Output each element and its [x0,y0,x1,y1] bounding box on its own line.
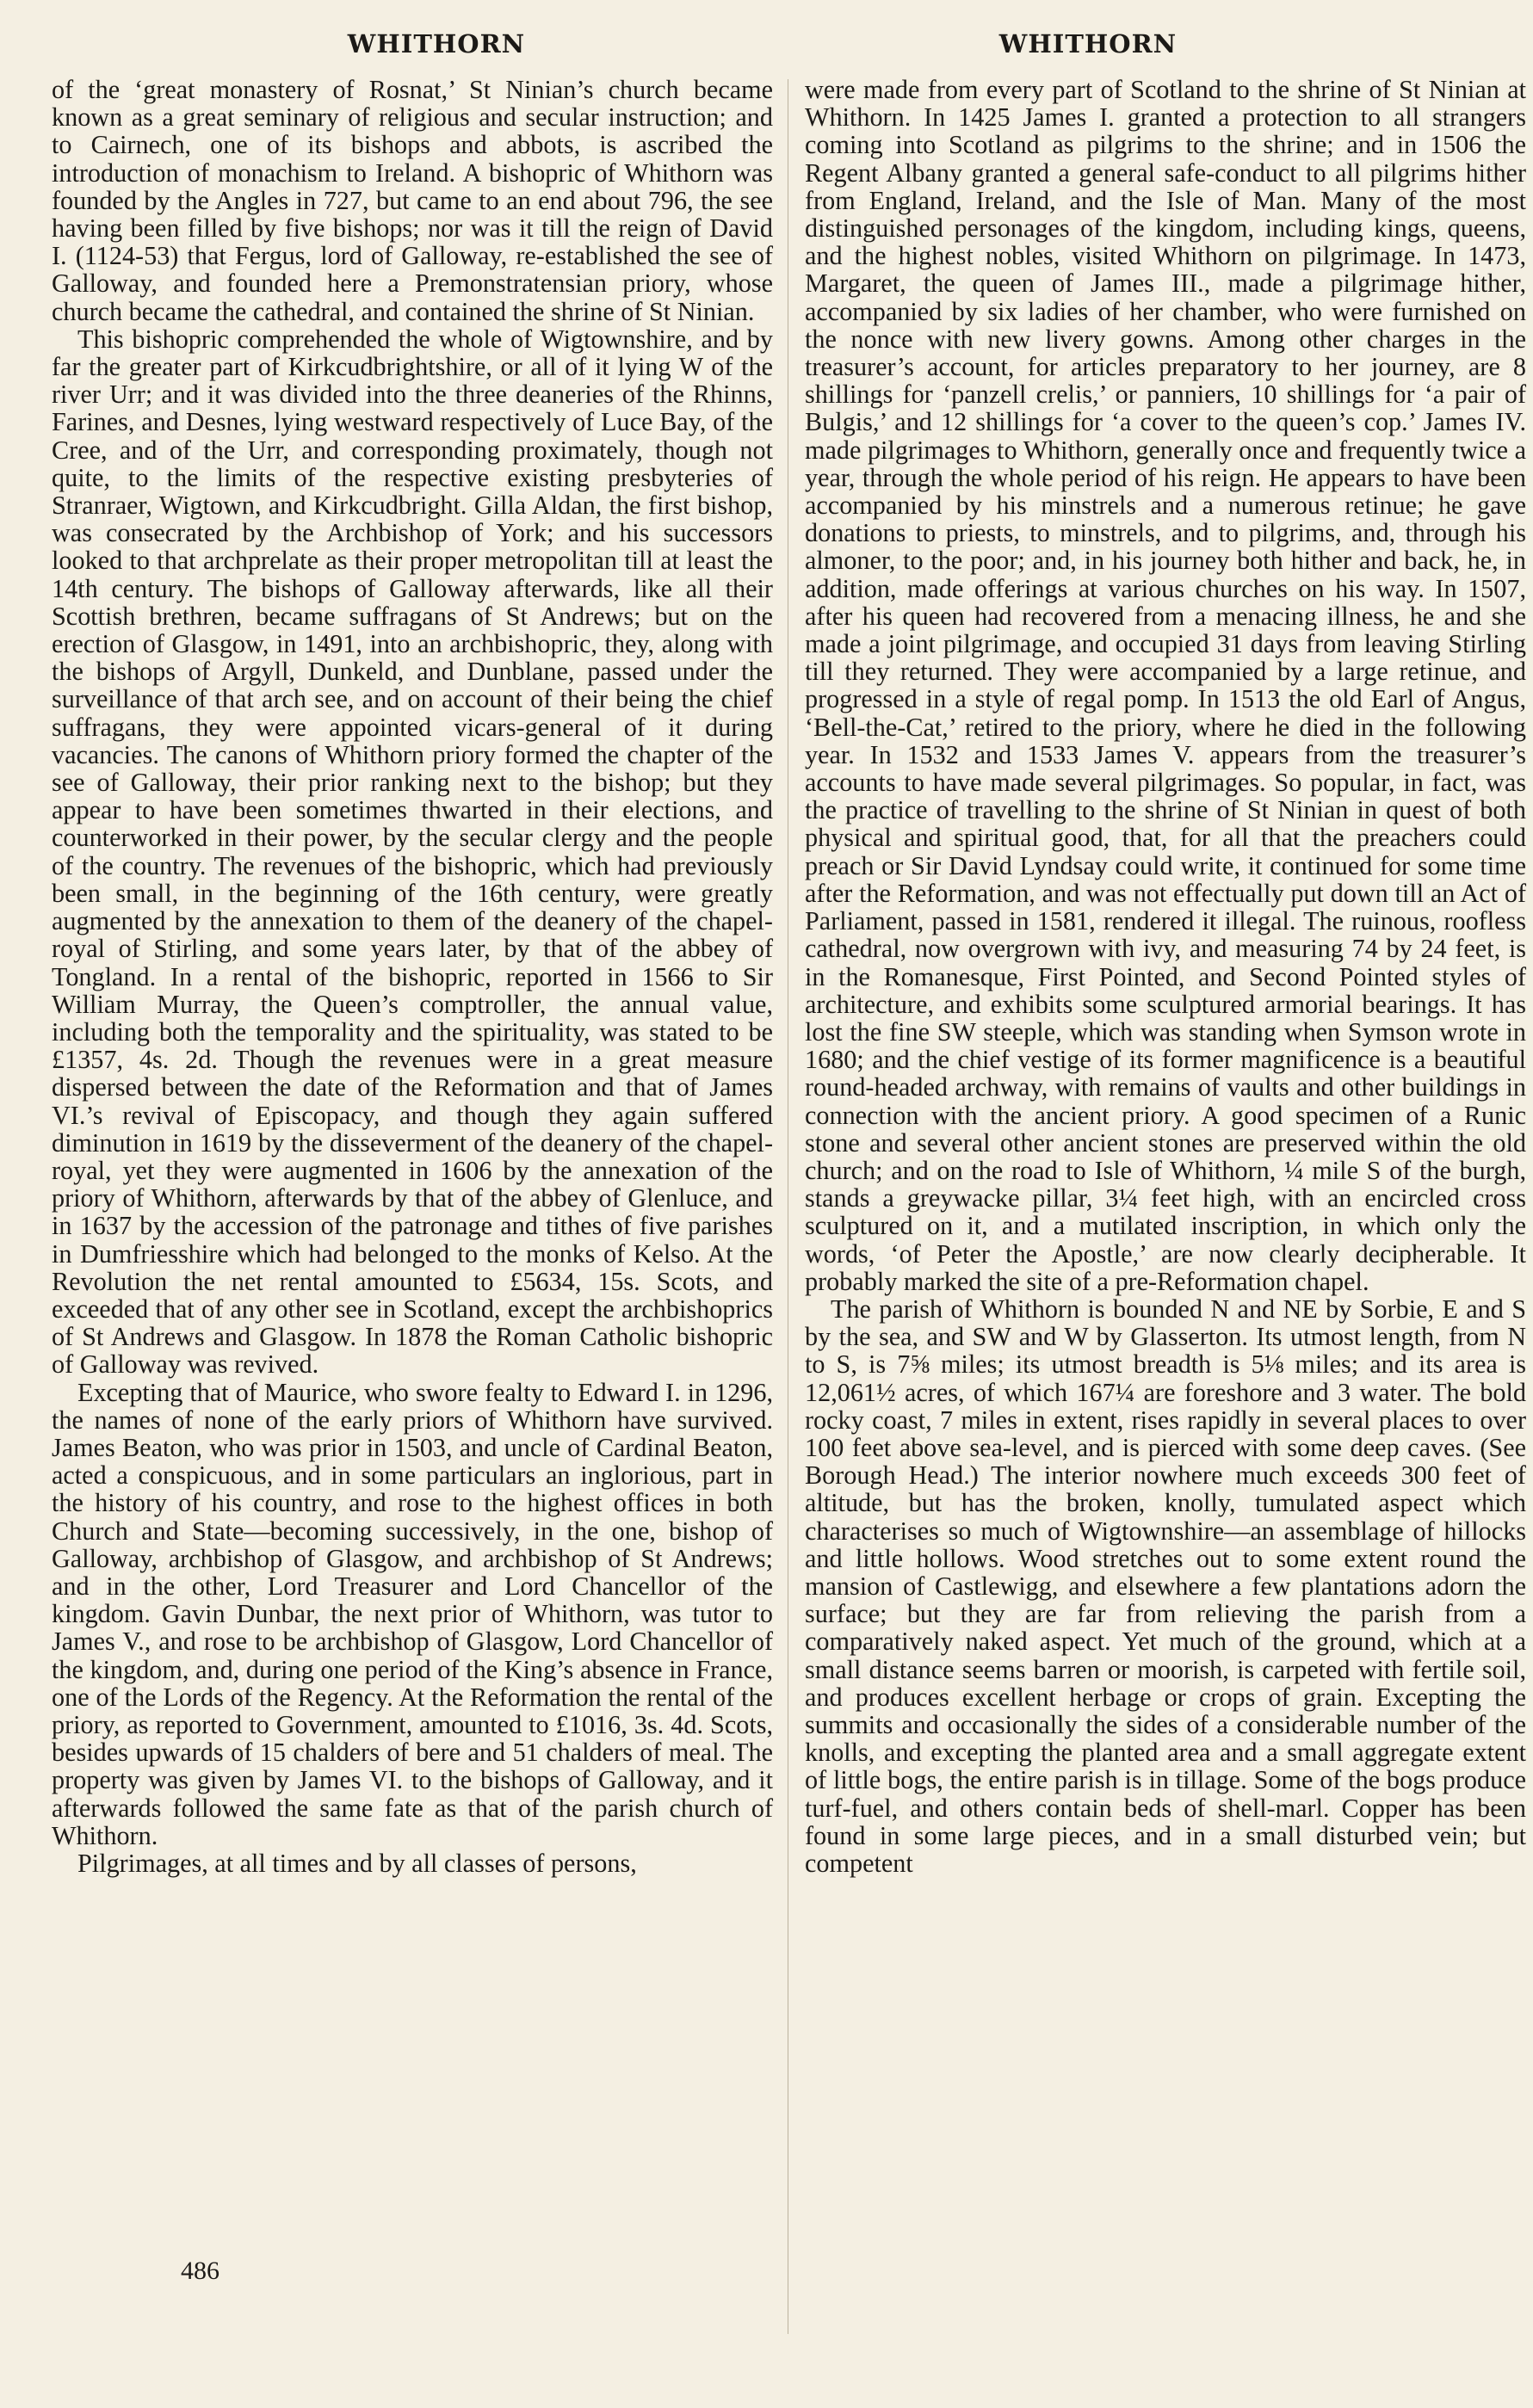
running-head-left: WHITHORN [347,29,526,59]
right-column [805,76,1526,1877]
left-paragraph-2: This bishopric comprehended the whole of Wigtownshire, and by far the greater part of Kirkcudbrightshire, or all of it lying W of the river Urr; and it was divided into the three deaneries of the Rhinns, Farines, and Desnes, lying westward respectively of Luce Bay, of the Cree, and of the Urr, and corresponding proximately, though not quite, to the limits of the respective existing presbyteries of Stranraer, Wigtown, and Kirkcudbright. Gilla Aldan, the first bishop, was consecrated by the Archbishop of York; and his successors looked to that archprelate as their proper metropolitan till at least the 14th century. The bishops of Galloway afterwards, like all their Scottish brethren, became suffragans of St Andrews; but on the erection of Glasgow, in 1491, into an archbishopric, they, along with the bishops of Argyll, Dunkeld, and Dunblane, passed under the surveillance of that arch see, and on account of their being the chief suffragans, they were appointed vicars-general of it during vacancies. The canons of Whithorn priory formed the chapter of the see of Galloway, their prior ranking next to the bishop; but they appear to have been sometimes thwarted in their elections, and counterworked in their power, by the secular clergy and the people of the country. The revenues of the bishopric, which had previously been small, in the beginning of the 16th century, were greatly augmented by the annexation to them of the deanery of the chapel-royal of Stirling, and some years later, by that of the abbey of Tongland. In a rental of the bishopric, reported in 1566 to Sir William Murray, the Queen’s comptroller, the annual value, including both the temporality and the spirituality, was stated to be £1357, 4s. 2d. Though the revenues were in a great measure dispersed between the date of the Reformation and that of James VI.’s revival of Episcopacy, and though they again suffered diminution in 1619 by the disseverment of the deanery of the chapel-royal, yet they were augmented in 1606 by the annexation of the priory of Whithorn, afterwards by that of the abbey of Glenluce, and in 1637 by the accession of the patronage and tithes of five parishes in Dumfriesshire which had belonged to the monks of Kelso. At the Revolution the net rental amounted to £5634, 15s. Scots, and exceeded that of any other see in Scotland, except the archbishoprics of St Andrews and Glasgow. In 1878 the Roman Catholic bishopric of Galloway was revived. [52,324,773,1380]
left-paragraph-3: Excepting that of Maurice, who swore fealty to Edward I. in 1296, the names of none of the early priors of Whithorn have survived. James Beaton, who was prior in 1503, and uncle of Cardinal Beaton, acted a conspicuous, and in some particulars an inglorious, part in the history of his country, and rose to the highest offices in both Church and State—becoming successively, in the one, bishop of Galloway, archbishop of Glasgow, and archbishop of St Andrews; and in the other, Lord Treasurer and Lord Chancellor of the kingdom. Gavin Dunbar, the next prior of Whithorn, was tutor to James V., and rose to be archbishop of Glasgow, Lord Chancellor of the kingdom, and, during one period of the King’s absence in France, one of the Lords of the Regency. At the Reformation the rental of the priory, as reported to Government, amounted to £1016, 3s. 4d. Scots, besides upwards of 15 chalders of bere and 51 chalders of meal. The property was given by James VI. to the bishops of Galloway, and it afterwards followed the same fate as that of the parish church of Whithorn. [52,1377,773,1850]
page-number: 486 [181,2257,219,2285]
right-paragraph-2: The parish of Whithorn is bounded N and NE by Sorbie, E and S by the sea, and SW and W by Glasserton. Its utmost length, from N to S, is 7⅝ miles; its utmost breadth is 5⅛ miles; and its area is 12,061½ acres, of which 167¼ are foreshore and 3 water. The bold rocky coast, 7 miles in extent, rises rapidly in several places to over 100 feet above sea-level, and is pierced with some deep caves. (See Borough Head.) The interior nowhere much exceeds 300 feet of altitude, but has the broken, knolly, tumulated aspect which characterises so much of Wigtownshire—an assemblage of hillocks and little hollows. Wood stretches out to some extent round the mansion of Castlewigg, and elsewhere a few plantations adorn the surface; but they are far from relieving the parish from a comparatively naked aspect. Yet much of the ground, which at a small distance seems barren or moorish, is carpeted with fertile soil, and produces excellent herbage or crops of grain. Excepting the summits and occasionally the sides of a considerable number of the knolls, and excepting the planted area and a small aggregate extent of little bogs, the entire parish is in tillage. Some of the bogs produce turf-fuel, and others contain beds of shell-marl. Copper has been found in some large pieces, and in a small disturbed vein; but competent [805,1294,1526,1878]
left-paragraph-1: of the ‘great monastery of Rosnat,’ St Ninian’s church became known as a great seminary of religious and secular instruction; and to Cairnech, one of its bishops and abbots, is ascribed the introduction of monachism to Ireland. A bishopric of Whithorn was founded by the Angles in 727, but came to an end about 796, the see having been filled by five bishops; nor was it till the reign of David I. (1124-53) that Fergus, lord of Galloway, re-established the see of Galloway, and founded here a Premonstratensian priory, whose church became the cathedral, and contained the shrine of St Ninian. [52,75,773,326]
left-paragraph-4: Pilgrimages, at all times and by all classes of persons, [77,1849,637,1878]
running-head-right: WHITHORN [998,29,1178,59]
left-column [52,76,773,1877]
right-paragraph-1: were made from every part of Scotland to the shrine of St Ninian at Whithorn. In 1425 James I. granted a protection to all strangers coming into Scotland as pilgrims to the shrine; and in 1506 the Regent Albany granted a general safe-conduct to all pilgrims hither from England, Ireland, and the Isle of Man. Many of the most distinguished personages of the kingdom, including kings, queens, and the highest nobles, visited Whithorn on pilgrimage. In 1473, Margaret, the queen of James III., made a pilgrimage hither, accompanied by six ladies of her chamber, who were furnished on the nonce with new livery gowns. Among other charges in the treasurer’s account, for articles preparatory to her journey, are 8 shillings for ‘panzell crelis,’ or panniers, 10 shillings for ‘a pair of Bulgis,’ and 12 shillings for ‘a cover to the queen’s cop.’ James IV. made pilgrimages to Whithorn, generally once and frequently twice a year, through the whole period of his reign. He appears to have been accompanied by his minstrels and a numerous retinue; he gave donations to priests, to minstrels, and to pilgrims, and, through his almoner, to the poor; and, in his journey both hither and back, he, in addition, made offerings at various churches on his way. In 1507, after his queen had recovered from a menacing illness, he and she made a joint pilgrimage, and occupied 31 days from leaving Stirling till they returned. They were accompanied by a large retinue, and progressed in a style of regal pomp. In 1513 the old Earl of Angus, ‘Bell-the-Cat,’ retired to the priory, where he died in the following year. In 1532 and 1533 James V. appears from the treasurer’s accounts to have made several pilgrimages. So popular, in fact, was the practice of travelling to the shrine of St Ninian in quest of both physical and spiritual good, that, for all that the preachers could preach or Sir David Lyndsay could write, it continued for some time after the Reformation, and was not effectually put down till an Act of Parliament, passed in 1581, rendered it illegal. The ruinous, roofless cathedral, now overgrown with ivy, and measuring 74 by 24 feet, is in the Romanesque, First Pointed, and Second Pointed styles of architecture, and exhibits some sculptured armorial bearings. It has lost the fine SW steeple, which was standing when Symson wrote in 1680; and the chief vestige of its former magnificence is a beautiful round-headed archway, with remains of vaults and other buildings in connection with the ancient priory. A good specimen of a Runic stone and several other ancient stones are preserved within the old church; and on the road to Isle of Whithorn, ¼ mile S of the burgh, stands a greywacke pillar, 3¼ feet high, with an encircled cross sculptured on it, and a mutilated inscription, in which only the words, ‘of Peter the Apostle,’ are now clearly decipherable. It probably marked the site of a pre-Reformation chapel. [805,75,1526,1296]
